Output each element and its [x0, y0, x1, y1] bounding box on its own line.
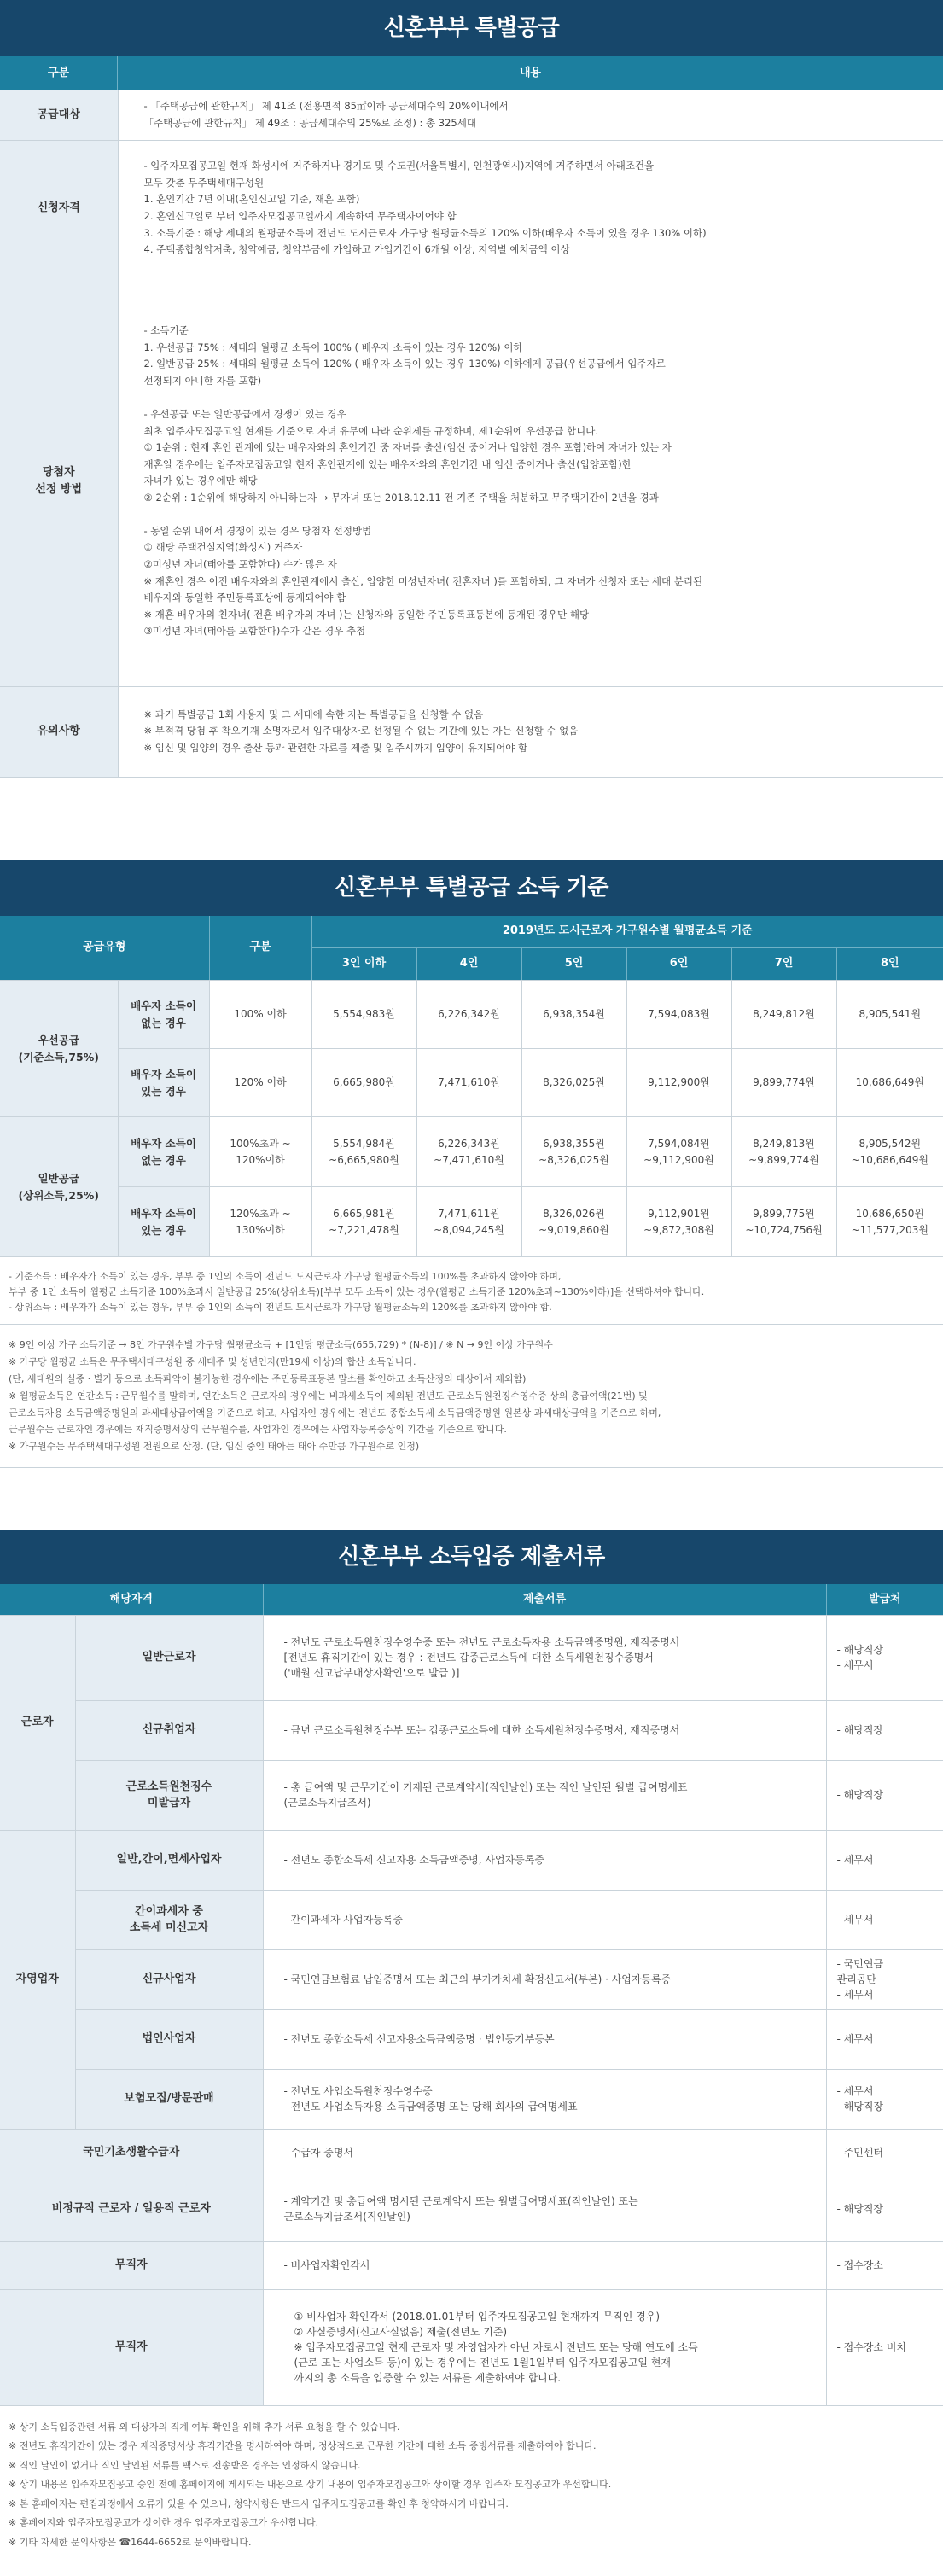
table-row [0, 1890, 943, 1949]
issuer-cell: - 세무서 [826, 2009, 943, 2069]
subcategory-label: 일반근로자 [75, 1615, 263, 1700]
issuer-cell: - 국민연금 관리공단 - 세무서 [826, 1949, 943, 2009]
documents-cell: - 간이과세자 사업자등록증 [263, 1890, 826, 1949]
header-supply-type: 공급유형 [0, 916, 209, 981]
documents-cell: - 수급자 증명서 [263, 2129, 826, 2177]
documents-section [0, 1530, 943, 2561]
issuer-cell: - 세무서 - 해당직장 [826, 2069, 943, 2129]
value-cell: 9,899,774원 [731, 1049, 836, 1117]
value-cell: 6,665,980원 [311, 1049, 416, 1117]
value-cell: 5,554,983원 [311, 981, 416, 1049]
qualification-label: 무직자 [0, 2241, 263, 2289]
value-cell: 6,226,342원 [416, 981, 521, 1049]
percent-cell: 120% 이하 [209, 1049, 311, 1117]
header-size: 8인 [836, 948, 943, 981]
table-row [0, 140, 943, 277]
value-cell: 6,665,981원 ~7,221,478원 [311, 1187, 416, 1257]
value-cell: 6,938,354원 [521, 981, 626, 1049]
row-content: - 소득기준 1. 우선공급 75% : 세대의 월평균 소득이 100% ( 배우자 소득이 있는 경우 120%) 이하 2. 일반공급 25% : 세대의 월평균 소득이 120% ( 배우자 소득이 있는 경우 130%) 이하에게 공급(우선공급에서 입주자로 선정되지 아니한 자를 포함) - 우선공급 또는 일반공급에서 경쟁이 있는 경우 최초 입주자모집공고일 현재를 기준으로 자녀 유무에 따라 순위제를 규정하며, 제1순위에 우선공급 합니다. ① 1순위 : 현재 혼인 관계에 있는 배우자와의 혼인기간 중 자녀를 출산(임신 중이거나 입양한 경우 포함)하여 자녀가 있는 자 재혼일 경우에는 입주자모집공고일 현재 혼인관계에 있는 배우자와의 혼인기간 내 임신 중이거나 출산(입양포함)한 자녀가 있는 경우에만 해당 ② 2순위 : 1순위에 해당하지 아니하는자 → 무자녀 또는 2018.12.11 전 기존 주택을 처분하고 무주택기간이 2년을 경과 - 동일 순위 내에서 경쟁이 있는 경우 당첨자 선정방법 ① 해당 주택건설지역(화성시) 거주자 ②미성년 자녀(태아를 포함한다) 수가 많은 자 ※ 재혼인 경우 이전 배우자와의 혼인관계에서 출산, 입양한 미성년자녀( 전혼자녀 )를 포함하되, 그 자녀가 신청자 또는 세대 분리된 배우자와 동일한 주민등록표상에 등재되어야 함 ※ 재혼 배우자의 친자녀( 전혼 배우자의 자녀 )는 신청자와 동일한 주민등록표등본에 등재된 경우만 해당 ③미성년 자녀(태아를 포함한다)수가 같은 경우 추첨 [118, 277, 943, 686]
qualification-label: 무직자 [0, 2289, 263, 2405]
issuer-cell: - 해당직장 [826, 2177, 943, 2241]
documents-cell: - 전년도 종합소득세 신고자용 소득금액증명, 사업자등록증 [263, 1830, 826, 1890]
documents-table [0, 1584, 943, 2406]
value-cell: 6,938,355원 ~8,326,025원 [521, 1117, 626, 1187]
issuer-cell: - 세무서 [826, 1890, 943, 1949]
value-cell: 7,471,611원 ~8,094,245원 [416, 1187, 521, 1257]
condition-label: 배우자 소득이 없는 경우 [118, 981, 209, 1049]
issuer-cell: - 접수장소 [826, 2241, 943, 2289]
value-cell: 8,326,026원 ~9,019,860원 [521, 1187, 626, 1257]
percent-cell: 100%초과 ~ 120%이하 [209, 1117, 311, 1187]
header-size: 3인 이하 [311, 948, 416, 981]
table-row [0, 2009, 943, 2069]
issuer-cell: - 주민센터 [826, 2129, 943, 2177]
table-row [0, 1615, 943, 1700]
header-content: 내용 [519, 67, 542, 79]
condition-label: 배우자 소득이 있는 경우 [118, 1049, 209, 1117]
table-row [0, 90, 943, 140]
table-row [0, 1049, 943, 1117]
value-cell: 5,554,984원 ~6,665,980원 [311, 1117, 416, 1187]
header-size: 5인 [521, 948, 626, 981]
header-income-standard: 2019년도 도시근로자 가구원수별 월평균소득 기준 [311, 916, 943, 948]
row-content: - 입주자모집공고일 현재 화성시에 거주하거나 경기도 및 수도권(서울특별시, 인천광역시)지역에 거주하면서 아래조건을 모두 갖춘 무주택세대구성원 1. 혼인기간 7년 이내(혼인신고일 기준, 재혼 포함) 2. 혼인신고일로 부터 입주자모집공고일까지 계속하여 무주택자이어야 함 3. 소득기준 : 해당 세대의 월평균소득이 전년도 도시근로자 가구당 월평균소득의 120% 이하(배우자 소득이 있을 경우 130% 이하) 4. 주택종합청약저축, 청약예금, 청약부금에 가입하고 가입기간이 6개월 이상, 지역별 예치금액 이상 [118, 140, 943, 277]
special-supply-section [0, 0, 943, 778]
row-label: 당첨자 선정 방법 [0, 277, 118, 686]
header-issuer: 발급처 [826, 1584, 943, 1615]
value-cell: 8,905,542원 ~10,686,649원 [836, 1117, 943, 1187]
percent-cell: 100% 이하 [209, 981, 311, 1049]
special-supply-table [0, 90, 943, 778]
subcategory-label: 근로소득원천징수 미발급자 [75, 1760, 263, 1830]
header-documents: 제출서류 [263, 1584, 826, 1615]
group-label: 일반공급 (상위소득,25%) [0, 1117, 118, 1257]
value-cell: 8,326,025원 [521, 1049, 626, 1117]
documents-cell: - 전년도 사업소득원천징수영수증 - 전년도 사업소득자용 소득금액증명 또는 당해 회사의 급여명세표 [263, 2069, 826, 2129]
category-label: 근로자 [0, 1615, 75, 1830]
value-cell: 8,905,541원 [836, 981, 943, 1049]
table-row [0, 2129, 943, 2177]
category-label: 자영업자 [0, 1830, 75, 2129]
table-row [0, 1187, 943, 1257]
subcategory-label: 보험모집/방문판매 [75, 2069, 263, 2129]
header-gubun: 구분 [209, 916, 311, 981]
value-cell: 7,594,084원 ~9,112,900원 [626, 1117, 731, 1187]
value-cell: 10,686,650원 ~11,577,203원 [836, 1187, 943, 1257]
income-table [0, 916, 943, 1258]
table-header [0, 56, 943, 90]
table-row [0, 2289, 943, 2405]
subcategory-label: 법인사업자 [75, 2009, 263, 2069]
table-row [0, 686, 943, 777]
value-cell: 8,249,813원 ~9,899,774원 [731, 1117, 836, 1187]
section-title: 신혼부부 특별공급 [0, 0, 943, 56]
header-size: 4인 [416, 948, 521, 981]
group-label: 우선공급 (기준소득,75%) [0, 981, 118, 1117]
issuer-cell: - 해당직장 [826, 1760, 943, 1830]
documents-cell: - 국민연금보험료 납입증명서 또는 최근의 부가가치세 확정신고서(부본) · 사업자등록증 [263, 1949, 826, 2009]
section-title: 신혼부부 소득입증 제출서류 [0, 1530, 943, 1584]
documents-cell: ① 비사업자 확인각서 (2018.01.01부터 입주자모집공고일 현재까지 무직인 경우) ② 사실증명서(신고사실없음) 제출(전년도 기준) ※ 입주자모집공고일 현재 근로자 및 자영업자가 아닌 자로서 전년도 또는 당해 연도에 소득 (근로 또는 사업소득 등)이 있는 경우에는 전년도 1월1일부터 입주자모집공고일 현재 까지의 총 소득을 입증할 수 있는 서류를 제출하여야 합니다. [263, 2289, 826, 2405]
issuer-cell: - 해당직장 [826, 1700, 943, 1760]
value-cell: 6,226,343원 ~7,471,610원 [416, 1117, 521, 1187]
table-row [0, 2177, 943, 2241]
row-content: - 「주택공급에 관한규칙」 제 41조 (전용면적 85㎡이하 공급세대수의 20%이내에서 「주택공급에 관한규칙」 제 49조 : 공급세대수의 25%로 조정) : 총 325세대 [118, 90, 943, 140]
section-title: 신혼부부 특별공급 소득 기준 [0, 860, 943, 916]
table-row [0, 2069, 943, 2129]
header-gubun: 구분 [0, 56, 118, 90]
issuer-cell: - 세무서 [826, 1830, 943, 1890]
table-row [0, 1700, 943, 1760]
documents-cell: - 금년 근로소득원천징수부 또는 갑종근로소득에 대한 소득세원천징수증명서, 재직증명서 [263, 1700, 826, 1760]
row-label: 공급대상 [0, 90, 118, 140]
table-row [0, 1760, 943, 1830]
table-row [0, 277, 943, 686]
subcategory-label: 일반,간이,면세사업자 [75, 1830, 263, 1890]
income-criteria-section [0, 860, 943, 1469]
subcategory-label: 신규취업자 [75, 1700, 263, 1760]
row-content: ※ 과거 특별공급 1회 사용자 및 그 세대에 속한 자는 특별공급을 신청할 수 없음 ※ 부적격 당첨 후 착오기재 소명자로서 입주대상자로 선정될 수 없는 기간에 있는 자는 신청할 수 없음 ※ 임신 및 입양의 경우 출산 등과 관련한 자료를 제출 및 입주시까지 입양이 유지되어야 함 [118, 686, 943, 777]
subcategory-label: 신규사업자 [75, 1949, 263, 2009]
issuer-cell: - 해당직장 - 세무서 [826, 1615, 943, 1700]
condition-label: 배우자 소득이 없는 경우 [118, 1117, 209, 1187]
documents-footnotes: ※ 상기 소득입증관련 서류 외 대상자의 직계 여부 확인을 위해 추가 서류 요청을 할 수 있습니다. ※ 전년도 휴직기간이 있는 경우 재직증명서상 휴직기간을 명시하여야 하며, 정상적으로 근무한 기간에 대한 소득 증빙서류를 제출하여야 합니다. ※ 직인 날인이 없거나 직인 날인된 서류를 팩스로 전송받은 경우는 인정하지 않습니다. ※ 상기 내용은 입주자모집공고 승인 전에 홈페이지에 게시되는 내용으로 상기 내용이 입주자모집공고와 상이할 경우 입주자 모집공고가 우선합니다. ※ 본 홈페이지는 편집과정에서 오류가 있을 수 있으니, 청약사항은 반드시 입주자모집공고를 확인 후 청약하시기 바랍니다. ※ 홈페이지와 입주자모집공고가 상이한 경우 입주자모집공고가 우선합니다. ※ 기타 자세한 문의사항은 ☎1644-6652로 문의바랍니다. [9, 2421, 612, 2548]
value-cell: 8,249,812원 [731, 981, 836, 1049]
value-cell: 9,112,901원 ~9,872,308원 [626, 1187, 731, 1257]
row-label: 신청자격 [0, 140, 118, 277]
value-cell: 10,686,649원 [836, 1049, 943, 1117]
table-row [0, 1830, 943, 1890]
documents-cell: - 계약기간 및 총급여액 명시된 근로계약서 또는 월별급여명세표(직인날인) 또는 근로소득지급조서(직인날인) [263, 2177, 826, 2241]
value-cell: 9,899,775원 ~10,724,756원 [731, 1187, 836, 1257]
documents-cell: - 총 급여액 및 근무기간이 기재된 근로계약서(직인날인) 또는 직인 날인된 월별 급여명세표 (근로소득지급조서) [263, 1760, 826, 1830]
table-row [0, 981, 943, 1049]
income-footnotes: ※ 9인 이상 가구 소득기준 → 8인 가구원수별 가구당 월평균소득 + [1인당 평균소득(655,729) * (N-8)] / ※ N → 9인 이상 가구원수 ※ 가구당 월평균 소득은 무주택세대구성원 중 세대주 및 성년인자(만19세 이상)의 합산 소득입니다. (단, 세대원의 실종 · 별거 등으로 소득파악이 불가능한 경우에는 주민등록표등본 말소를 확인하고 소득산정의 대상에서 제외함) ※ 월평균소득은 연간소득÷근무월수를 말하며, 연간소득은 근로자의 경우에는 비과세소득이 제외된 전년도 근로소득원천징수영수증 상의 총급여액(21번) 및 근로소득자용 소득금액증명원의 과세대상급여액을 기준으로 하고, 사업자인 경우에는 전년도 종합소득세 소득금액증명원 원본상 과세대상금액을 기준으로 하며, 근무월수는 근로자인 경우에는 재직증명서상의 근무월수를, 사업자인 경우에는 사업자등록증상의 기간을 기준으로 합니다. ※ 가구원수는 무주택세대구성원 전원으로 산정. (단, 임신 중인 태아는 태아 수만큼 가구원수로 인정) [0, 1325, 943, 1468]
header-size: 7인 [731, 948, 836, 981]
header-qualification: 해당자격 [0, 1584, 263, 1615]
value-cell: 7,471,610원 [416, 1049, 521, 1117]
percent-cell: 120%초과 ~ 130%이하 [209, 1187, 311, 1257]
condition-label: 배우자 소득이 있는 경우 [118, 1187, 209, 1257]
table-row [0, 2241, 943, 2289]
table-row [0, 1117, 943, 1187]
documents-cell: - 전년도 종합소득세 신고자용소득금액증명 · 법인등기부등본 [263, 2009, 826, 2069]
value-cell: 9,112,900원 [626, 1049, 731, 1117]
table-row [0, 1949, 943, 2009]
subcategory-label: 간이과세자 중 소득세 미신고자 [75, 1890, 263, 1949]
documents-cell: - 비사업자확인각서 [263, 2241, 826, 2289]
income-notes: - 기준소득 : 배우자가 소득이 있는 경우, 부부 중 1인의 소득이 전년도 도시근로자 가구당 월평균소득의 100%를 초과하지 않아야 하며, 부부 중 1인 소득이 월평균 소득기준 100%초과시 일반공급 25%(상위소득)[부부 모두 소득이 있는 경우(월평균 소득기준 120%초과~130%이하)]을 선택하셔야 합니다. - 상위소득 : 배우자가 소득이 있는 경우, 부부 중 1인의 소득이 전년도 도시근로자 가구당 월평균소득의 120%를 초과하지 않아야 함. [0, 1257, 943, 1325]
issuer-cell: - 접수장소 비치 [826, 2289, 943, 2405]
row-label: 유의사항 [0, 686, 118, 777]
documents-cell: - 전년도 근로소득원천징수영수증 또는 전년도 근로소득자용 소득금액증명원, 재직증명서 [전년도 휴직기간이 있는 경우 : 전년도 갑종근로소득에 대한 소득세원천징수증명서 ('매월 신고납부대상자확인'으로 발급 )] [263, 1615, 826, 1700]
qualification-label: 비정규직 근로자 / 일용직 근로자 [0, 2177, 263, 2241]
value-cell: 7,594,083원 [626, 981, 731, 1049]
qualification-label: 국민기초생활수급자 [0, 2129, 263, 2177]
header-size: 6인 [626, 948, 731, 981]
